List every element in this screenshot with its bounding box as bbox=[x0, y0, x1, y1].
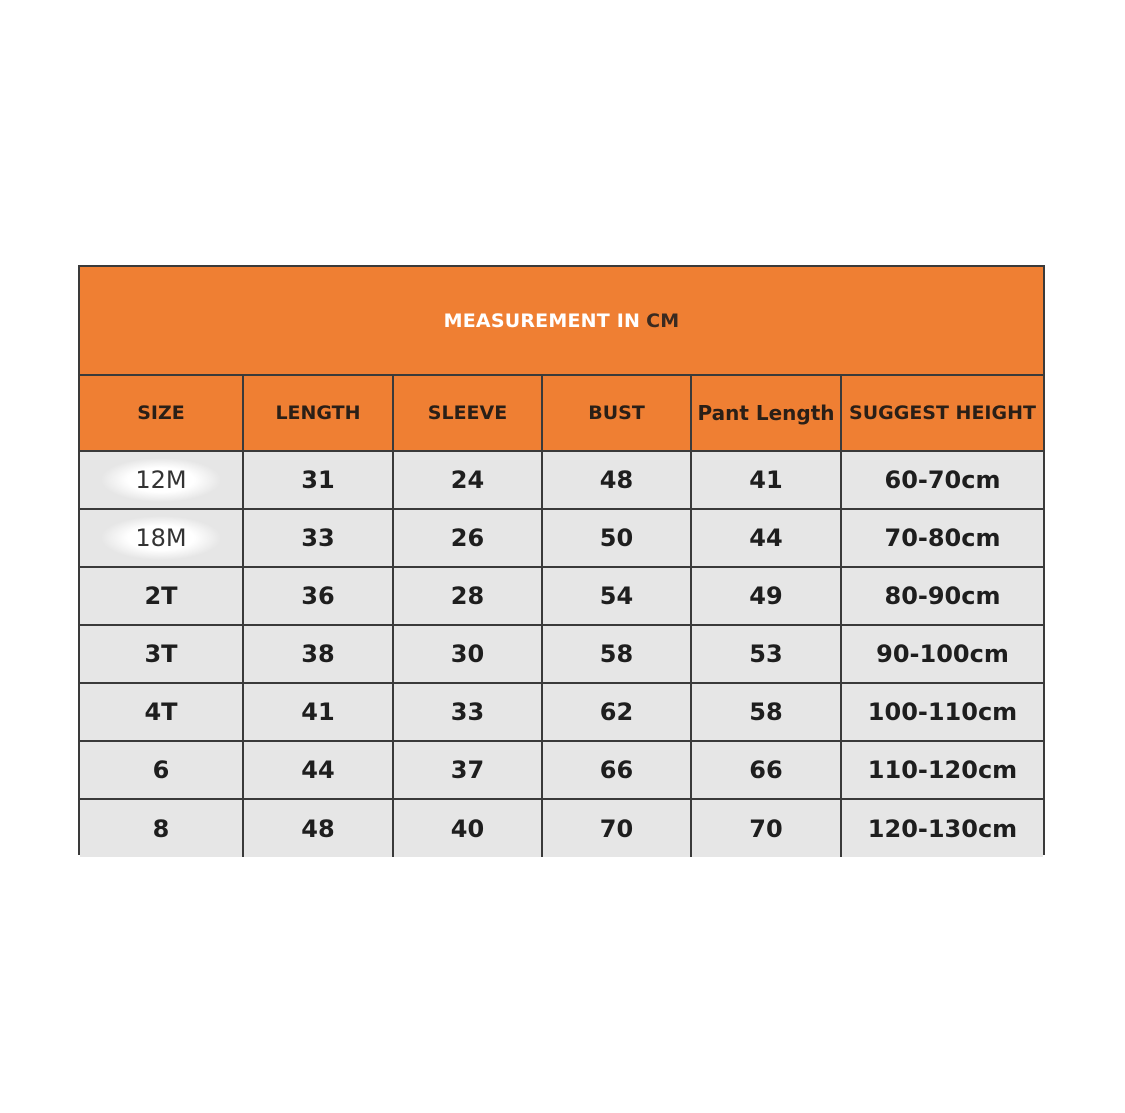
table-row bbox=[80, 799, 1043, 857]
cell-size: 6 bbox=[80, 741, 243, 799]
cell-sleeve: 37 bbox=[393, 741, 542, 799]
cell-size: 3T bbox=[80, 625, 243, 683]
cell-suggest-height: 80-90cm bbox=[841, 567, 1043, 625]
cell-suggest-height: 100-110cm bbox=[841, 683, 1043, 741]
cell-bust: 50 bbox=[542, 509, 691, 567]
cell-bust: 58 bbox=[542, 625, 691, 683]
cell-bust: 62 bbox=[542, 683, 691, 741]
cell-bust: 48 bbox=[542, 451, 691, 509]
cell-pant-length: 66 bbox=[691, 741, 841, 799]
cell-pant-length: 44 bbox=[691, 509, 841, 567]
cell-suggest-height: 110-120cm bbox=[841, 741, 1043, 799]
cell-length: 38 bbox=[243, 625, 393, 683]
table-row bbox=[80, 625, 1043, 683]
table-row bbox=[80, 683, 1043, 741]
table-row bbox=[80, 741, 1043, 799]
cell-suggest-height: 60-70cm bbox=[841, 451, 1043, 509]
cell-size: 12M bbox=[80, 451, 243, 509]
cell-size: 4T bbox=[80, 683, 243, 741]
cell-length: 31 bbox=[243, 451, 393, 509]
cell-suggest-height: 90-100cm bbox=[841, 625, 1043, 683]
cell-sleeve: 24 bbox=[393, 451, 542, 509]
cell-pant-length: 70 bbox=[691, 799, 841, 857]
cell-bust: 70 bbox=[542, 799, 691, 857]
table-row bbox=[80, 451, 1043, 509]
cell-length: 33 bbox=[243, 509, 393, 567]
cell-length: 36 bbox=[243, 567, 393, 625]
cell-sleeve: 28 bbox=[393, 567, 542, 625]
header-row bbox=[80, 375, 1043, 451]
cell-size: 18M bbox=[80, 509, 243, 567]
cell-pant-length: 53 bbox=[691, 625, 841, 683]
header-size: SIZE bbox=[80, 375, 243, 451]
cell-suggest-height: 70-80cm bbox=[841, 509, 1043, 567]
cell-length: 44 bbox=[243, 741, 393, 799]
cell-size: 8 bbox=[80, 799, 243, 857]
header-length: LENGTH bbox=[243, 375, 393, 451]
cell-sleeve: 30 bbox=[393, 625, 542, 683]
header-sleeve: SLEEVE bbox=[393, 375, 542, 451]
chart-title: MEASUREMENT IN bbox=[443, 309, 641, 332]
cell-length: 41 bbox=[243, 683, 393, 741]
cell-suggest-height: 120-130cm bbox=[841, 799, 1043, 857]
cell-size: 2T bbox=[80, 567, 243, 625]
chart-title-bar bbox=[80, 267, 1043, 374]
table-row bbox=[80, 567, 1043, 625]
size-table bbox=[80, 374, 1043, 857]
header-bust: BUST bbox=[542, 375, 691, 451]
cell-bust: 66 bbox=[542, 741, 691, 799]
size-chart bbox=[78, 265, 1045, 855]
header-pant-length: Pant Length bbox=[691, 375, 841, 451]
cell-sleeve: 40 bbox=[393, 799, 542, 857]
cell-pant-length: 41 bbox=[691, 451, 841, 509]
cell-pant-length: 58 bbox=[691, 683, 841, 741]
cell-sleeve: 33 bbox=[393, 683, 542, 741]
cell-length: 48 bbox=[243, 799, 393, 857]
cell-pant-length: 49 bbox=[691, 567, 841, 625]
header-suggest-height: SUGGEST HEIGHT bbox=[841, 375, 1043, 451]
chart-title-unit: CM bbox=[646, 309, 680, 332]
table-row bbox=[80, 509, 1043, 567]
cell-sleeve: 26 bbox=[393, 509, 542, 567]
cell-bust: 54 bbox=[542, 567, 691, 625]
